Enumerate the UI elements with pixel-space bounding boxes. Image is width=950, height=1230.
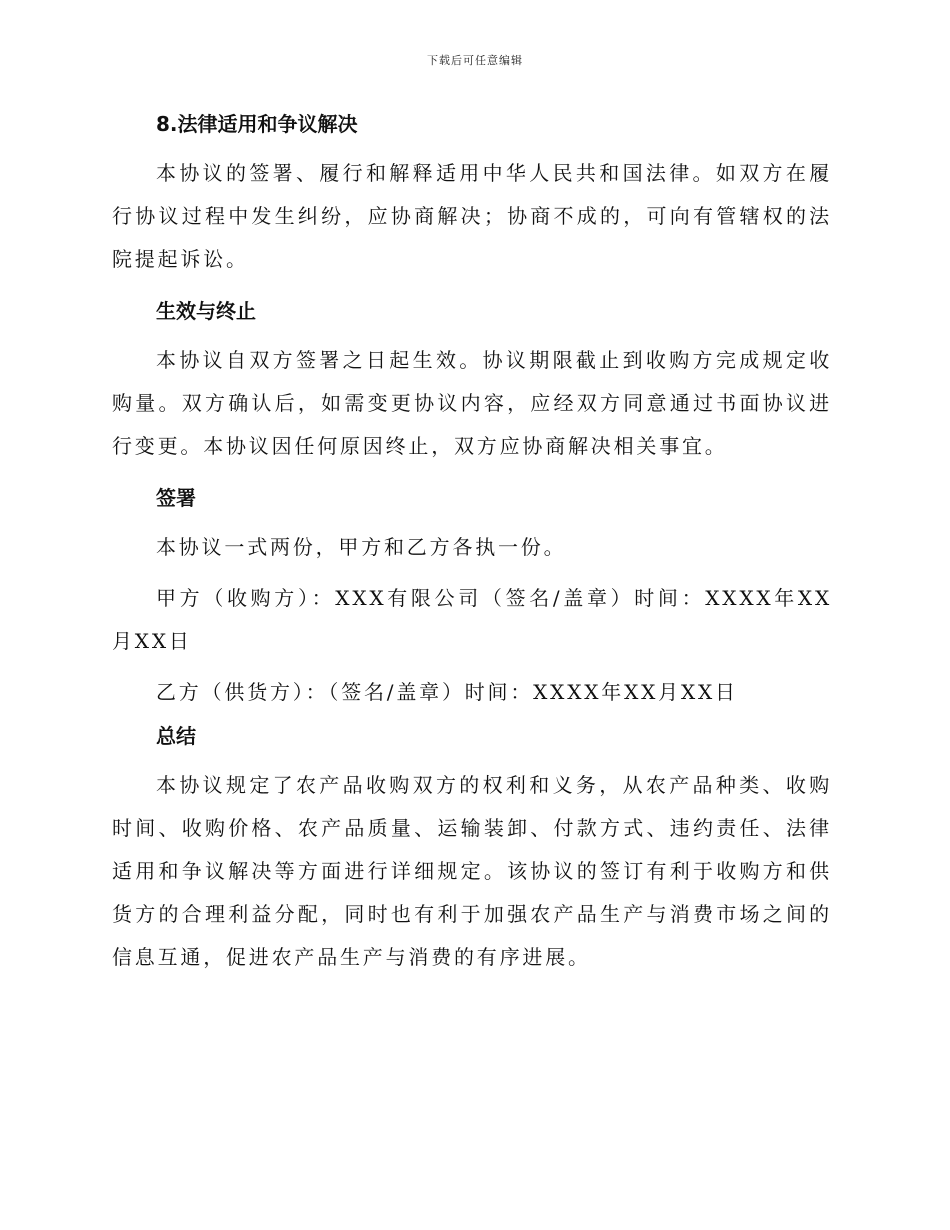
page-header: 下载后可任意编辑: [427, 54, 523, 67]
party-a-signature-line: 甲方（收购方）：XXX有限公司（签名/盖章）时间：XXXX年XX月XX日: [112, 586, 832, 653]
section-heading-law: 8.法律适用和争议解决: [156, 112, 358, 136]
sign-copies-line: 本协议一式两份，甲方和乙方各执一份。: [156, 535, 567, 559]
party-b-signature-line: 乙方（供货方）：（签名/盖章）时间：XXXX年XX月XX日: [156, 680, 738, 704]
section-body-summary: 本协议规定了农产品收购双方的权利和义务，从农产品种类、收购时间、收购价格、农产品质量、运输装卸、付款方式、违约责任、法律适用和争议解决等方面进行详细规定。该协议的签订有利于收购方和供货方的合理利益分配，同时也有利于加强农产品生产与消费市场之间的信息互通，促进农产品生产与消费的有序进展。: [112, 773, 832, 969]
section-heading-sign: 签署: [156, 486, 196, 510]
section-body-law: 本协议的签署、履行和解释适用中华人民共和国法律。如双方在履行协议过程中发生纠纷，应协商解决；协商不成的，可向有管辖权的法院提起诉讼。: [112, 161, 832, 271]
section-heading-summary: 总结: [156, 724, 196, 748]
document-body: [112, 110, 832, 989]
section-heading-effect: 生效与终止: [156, 299, 256, 323]
section-body-effect: 本协议自双方签署之日起生效。协议期限截止到收购方完成规定收购量。双方确认后，如需变更协议内容，应经双方同意通过书面协议进行变更。本协议因任何原因终止，双方应协商解决相关事宜。: [112, 348, 832, 458]
